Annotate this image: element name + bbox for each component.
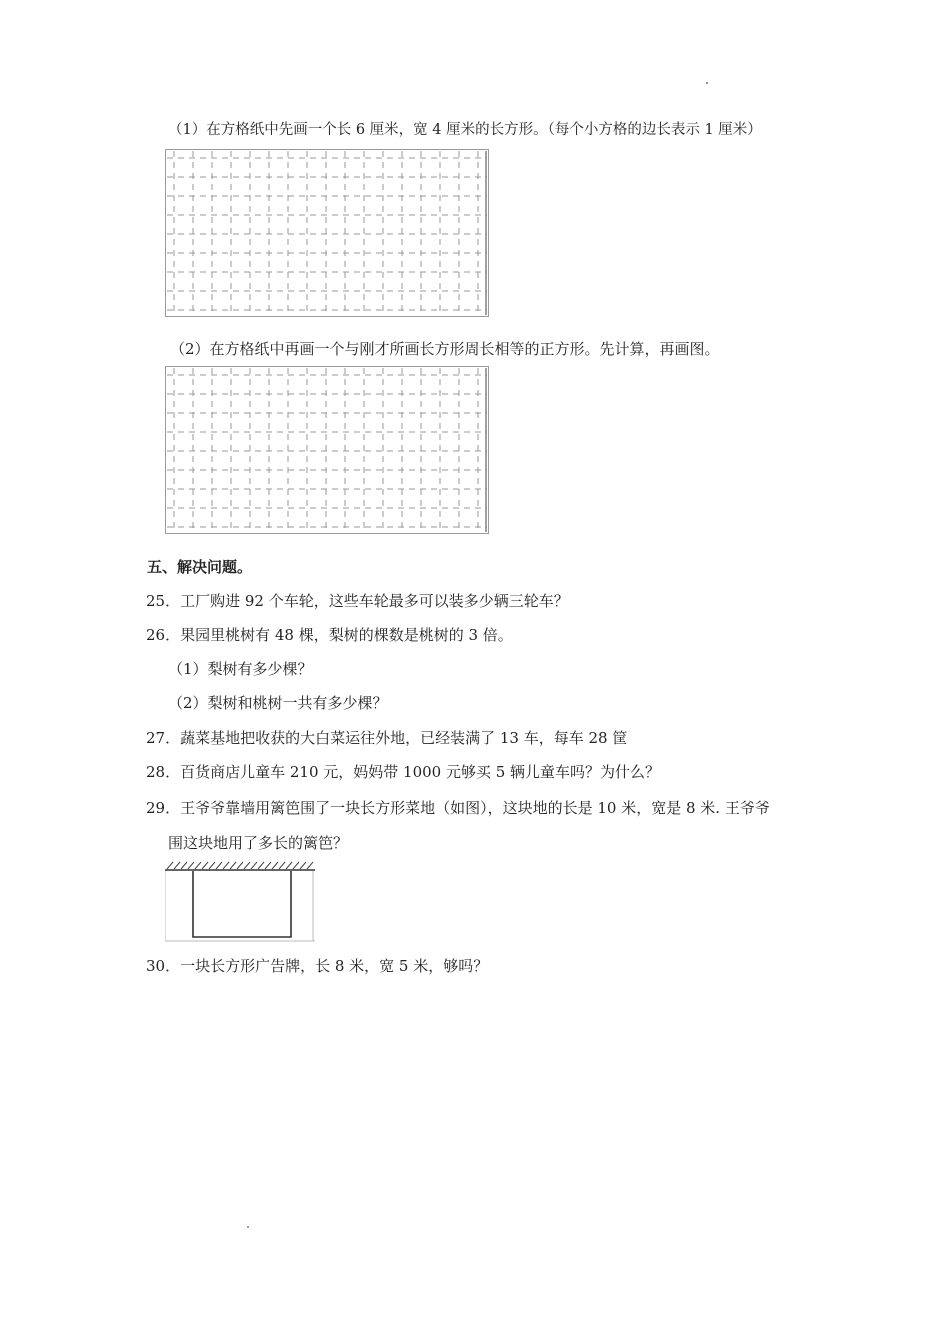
question-29-line-2: 围这块地用了多长的篱笆？ (168, 834, 349, 852)
grid-paper-2[interactable] (165, 366, 489, 534)
grid-paper-1[interactable] (165, 149, 489, 317)
question-29-line-1: 29．王爷爷靠墙用篱笆围了一块长方形菜地（如图），这块地的长是 10 米，宽是 8 米. 王爷爷 (146, 799, 770, 817)
question-30: 30．一块长方形广告牌，长 8 米，宽 5 米，够吗？ (146, 957, 489, 975)
part2-instruction: （2）在方格纸中再画一个与刚才所画长方形周长相等的正方形。先计算，再画图。 (170, 340, 720, 358)
question-26-part-2: （2）梨树和桃树一共有多少棵？ (168, 694, 388, 712)
section-heading: 五、解决问题。 (147, 558, 253, 576)
wall-hatching (167, 862, 313, 869)
garden-figure (165, 861, 315, 943)
question-26: 26．果园里桃树有 48 棵，梨树的棵数是桃树的 3 倍。 (146, 626, 513, 644)
page-mark-bottom (247, 1226, 249, 1228)
fence-rectangle (193, 871, 291, 937)
question-26-part-1: （1）梨树有多少棵？ (168, 660, 313, 678)
part1-instruction: （1）在方格纸中先画一个长 6 厘米，宽 4 厘米的长方形。（每个小方格的边长表示 1 厘米） (168, 122, 762, 138)
question-27: 27．蔬菜基地把收获的大白菜运往外地，已经装满了 13 车，每车 28 筐 (146, 729, 628, 747)
question-25: 25．工厂购进 92 个车轮，这些车轮最多可以装多少辆三轮车？ (146, 592, 569, 610)
question-28: 28．百货商店儿童车 210 元，妈妈带 1000 元够买 5 辆儿童车吗？为什么？ (146, 763, 661, 781)
page-mark-top (706, 82, 708, 84)
